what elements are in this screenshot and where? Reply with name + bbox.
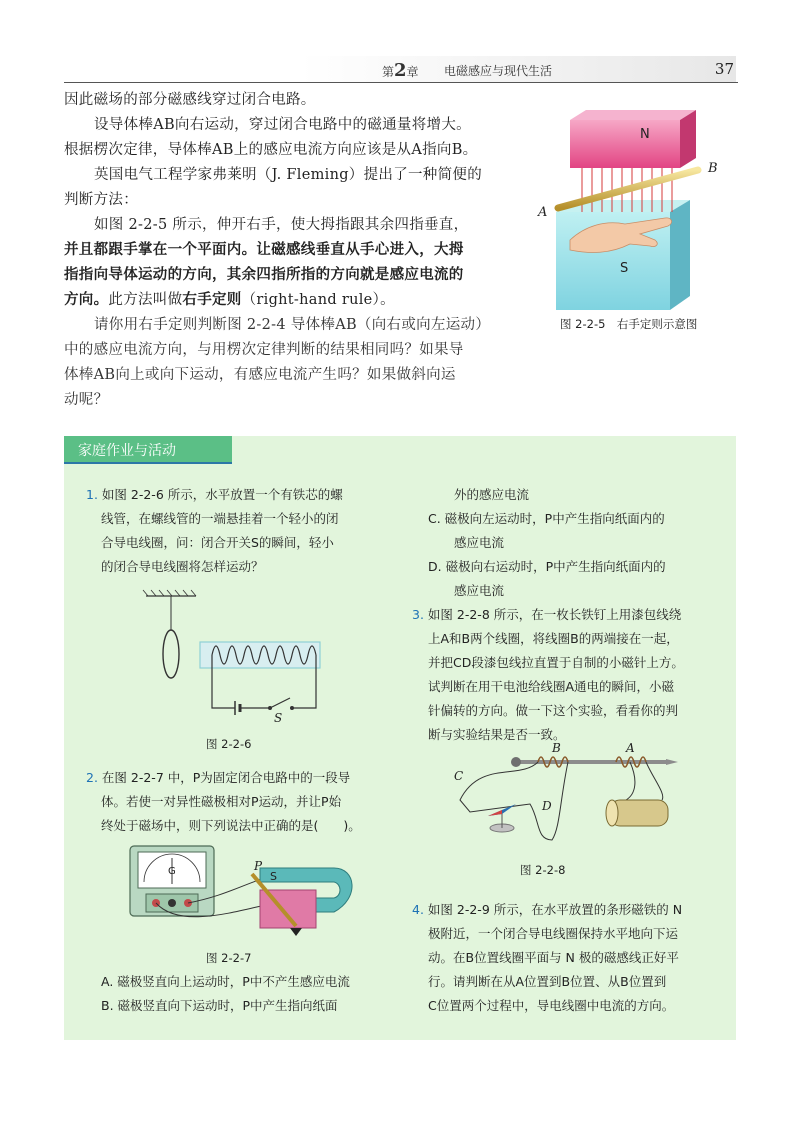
caption-2-2-8: 图 2-2-8 [520,863,566,877]
body-line-9: 方向。此方法叫做右手定则（right-hand rule）。 [64,291,395,308]
q3-line-1: 3. 如图 2-2-8 所示，在一枚长铁钉上用漆包线绕 [412,607,682,622]
q4-line-4: 行。请判断在从A位置到B位置、从B位置到 [428,974,667,989]
point-d-label: D [542,799,552,813]
light-coil [163,630,179,678]
q4-line-2: 极附近，一个闭合导电线圈保持水平地向下运 [428,926,679,941]
q4-line-1: 4. 如图 2-2-9 所示，在水平放置的条形磁铁的 N [412,902,683,917]
chapter-title: 电磁感应与现代生活 [444,64,553,78]
label-a: A [538,205,548,220]
body-line-1: 因此磁场的部分磁感线穿过闭合电路。 [64,92,316,108]
body-line-8: 指指向导体运动的方向，其余四指所指的方向就是感应电流的 [64,266,464,283]
caption-2-2-7: 图 2-2-7 [206,951,252,965]
point-c-label: C [454,769,464,783]
figure-2-2-6 [140,588,340,728]
body-line-2: 设导体棒AB向右运动，穿过闭合电路中的磁通量将增大。 [94,117,471,133]
figure-2-2-5 [530,108,740,318]
q4-line-5: C位置两个过程中，导电线圈中电流的方向。 [428,998,675,1013]
question-line-3: 体棒AB向上或向下运动，有感应电流产生吗？如果做斜向运 [64,367,456,383]
galv-label: G [168,866,176,877]
q3-line-2: 上A和B两个线圈，将线圈B的两端接在一起， [428,631,679,646]
body-line-3: 根据楞次定律，导体棒AB上的感应电流方向应该是从A指向B。 [64,142,478,158]
q3-line-3: 并把CD段漆包线拉直置于自制的小磁针上方。 [428,655,684,670]
figure-2-2-8 [440,740,680,850]
header-rule [64,82,738,83]
battery [610,800,668,826]
magnet-s-label: S [270,870,277,883]
q3-line-4: 试判断在用干电池给线圈A通电的瞬间，小磁 [428,679,675,694]
conductor-label: P [254,859,263,873]
q2-line-1: 2. 在图 2-2-7 中，P为固定闭合电路中的一段导 [86,770,351,785]
magnet-n-pole [570,120,680,168]
body-line-4: 英国电气工程学家弗莱明（J. Fleming）提出了一种简便的 [94,167,482,183]
coil-a-label: A [626,741,635,755]
question-line-1: 请你用右手定则判断图 2-2-4 导体棒AB（向右或向左运动） [94,317,491,333]
body-line-7: 并且都跟手掌在一个平面内。让磁感线垂直从手心进入，大拇 [64,241,464,258]
q4-line-3: 动。在B位置线圈平面与 N 极的磁感线正好平 [428,950,679,965]
option-c-cont: 感应电流 [454,535,505,550]
q1-line-3: 合导电线圈，问：闭合开关S的瞬间，轻小 [101,535,334,550]
q2-line-3: 终处于磁场中，则下列说法中正确的是( )。 [101,818,361,833]
question-line-4: 动呢？ [64,392,109,408]
q2-line-2: 体。若使一对异性磁极相对P运动，并让P始 [101,794,342,809]
magnet-n-top [570,110,696,120]
q3-line-5: 针偏转的方向。做一下这个实验，看看你的判 [428,703,679,718]
coil-b-label: B [552,741,561,755]
body-line-6: 如图 2-2-5 所示，伸开右手，使大拇指跟其余四指垂直， [94,217,469,233]
label-b: B [708,161,718,176]
option-d-cont: 感应电流 [454,583,505,598]
label-s: S [620,261,629,276]
q3-line-6: 断与实验结果是否一致。 [428,727,566,742]
homework-tab [64,436,232,462]
question-line-2: 中的感应电流方向，与用楞次定律判断的结果相同吗？如果导 [64,342,464,358]
switch-label: S [274,711,283,725]
page-number: 37 [714,60,734,78]
option-a: A. 磁极竖直向上运动时，P中不产生感应电流 [101,974,350,989]
option-b-cont: 外的感应电流 [454,487,530,502]
page-header [64,60,738,82]
option-c: C. 磁极向左运动时，P中产生指向纸面内的 [428,511,665,526]
homework-tab-underline [64,462,232,464]
switch [270,698,290,708]
q1-line-4: 的闭合导电线圈将怎样运动？ [101,559,264,574]
caption-2-2-6: 图 2-2-6 [206,737,252,751]
chapter-label: 第2章 [382,60,419,81]
option-b: B. 磁极竖直向下运动时，P中产生指向纸面 [101,998,338,1013]
q1-line-1: 1. 如图 2-2-6 所示，水平放置一个有铁芯的螺 [86,487,343,502]
caption-2-2-5: 图 2-2-5 右手定则示意图 [560,317,698,331]
body-line-5: 判断方法： [64,192,138,208]
homework-title: 家庭作业与活动 [78,443,176,459]
figure-2-2-7 [120,840,370,940]
q1-line-2: 线管，在螺线管的一端悬挂着一个轻小的闭 [101,511,339,526]
option-d: D. 磁极向右运动时，P中产生指向纸面内的 [428,559,666,574]
label-n: N [640,127,650,142]
